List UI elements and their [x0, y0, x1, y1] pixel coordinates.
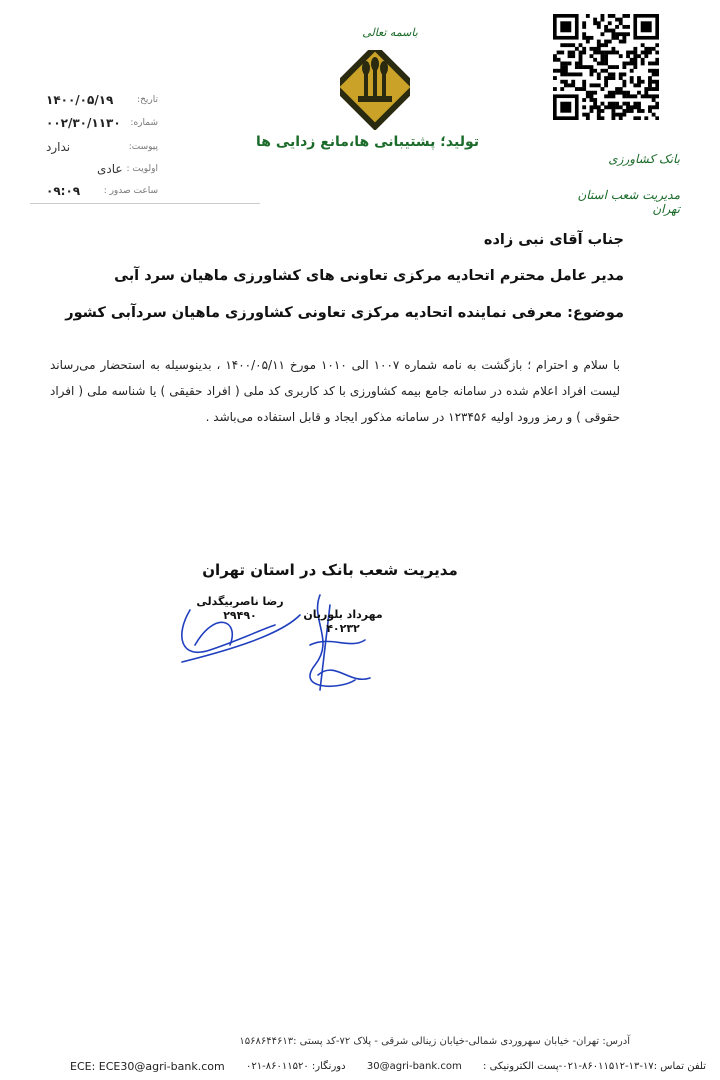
- basmala-text: باسمه تعالی: [362, 26, 418, 39]
- qr-code-image: [553, 14, 659, 120]
- body-paragraph: با سلام و احترام ؛ بازگشت به نامه شماره ۱۰۰۷ الی ۱۰۱۰ مورخ ۱۴۰۰/۰۵/۱۱ ، بدینوسیله به استحضار می‌رساند لیست افراد اعلام شده در سامانه جامع بیمه کشاورزی با کد کاربری کد ملی ( افراد حقیقی ) یا شناسه ملی ( افراد حقوقی ) و رمز ورود اولیه ۱۲۳۴۵۶ در سامانه مذکور ایجاد و قابل استفاده می‌باشد .: [50, 358, 620, 424]
- number-label: شماره:: [130, 118, 158, 128]
- signer-1-code: ۲۹۴۹۰: [223, 609, 257, 622]
- attachment-label: پیوست:: [128, 142, 158, 152]
- footer-fax: دورنگار: ۸۶۰۱۱۵۲۰-۰۲۱: [246, 1061, 346, 1072]
- footer-phones: تلفن تماس :۱۷-۱۳-۸۶۰۱۱۵۱۲-۰۲۱-پست الکترونیکی :: [483, 1061, 706, 1072]
- meta-priority-row: [46, 159, 158, 179]
- letter-body: [50, 352, 620, 430]
- signer-2: [298, 608, 388, 636]
- number-value: ۰۰۲/۳۰/۱۱۳۰: [46, 116, 121, 130]
- meta-time-row: [46, 181, 158, 201]
- letter-subject: موضوع: معرفی نماینده اتحادیه مرکزی تعاونی کشاورزی ماهیان سردآبی کشور: [65, 305, 624, 321]
- footer-ece: ECE: ECE30@agri-bank.com: [70, 1060, 225, 1073]
- branch-name: مدیریت شعب استان تهران: [577, 188, 680, 216]
- date-value: ۱۴۰۰/۰۵/۱۹: [46, 93, 114, 107]
- footer-address: آدرس: تهران- خیابان سهروردی شمالی-خیابان زینالی شرقی - پلاک ۷۲-کد پستی :۱۵۶۸۶۴۴۶۱۳: [239, 1036, 630, 1047]
- recipient-position: مدیر عامل محترم اتحادیه مرکزی تعاونی های کشاورزی ماهیان سرد آبی: [114, 268, 624, 284]
- issue-time-label: ساعت صدور :: [103, 186, 158, 196]
- signature-title: مدیریت شعب بانک در استان تهران: [202, 561, 458, 579]
- issue-time-value: ۰۹:۰۹: [46, 184, 81, 198]
- agri-bank-logo-icon: [340, 50, 410, 130]
- signer-2-name: مهرداد بلوریان: [303, 608, 383, 621]
- meta-attachment-row: [46, 137, 158, 157]
- slogan-text: تولید؛ پشتیبانی ها،مانع زدایی ها: [256, 134, 479, 150]
- signer-2-code: ۴۰۲۳۲: [326, 622, 360, 635]
- meta-number-row: [46, 113, 158, 133]
- date-label: تاریخ:: [137, 95, 158, 105]
- bank-name: بانک کشاورزی: [608, 152, 680, 166]
- meta-divider: [30, 203, 260, 204]
- recipient-salutation: جناب آقای نبی زاده: [483, 232, 624, 248]
- attachment-value: ندارد: [46, 140, 71, 154]
- footer-email: 30@agri-bank.com: [366, 1061, 462, 1072]
- signer-1: [195, 595, 285, 623]
- meta-date-row: [46, 90, 158, 110]
- footer-contact: [70, 1060, 706, 1073]
- signer-1-name: رضا ناصربیگدلی: [196, 595, 284, 608]
- priority-value: عادی: [96, 162, 123, 176]
- priority-label: اولویت :: [126, 164, 158, 174]
